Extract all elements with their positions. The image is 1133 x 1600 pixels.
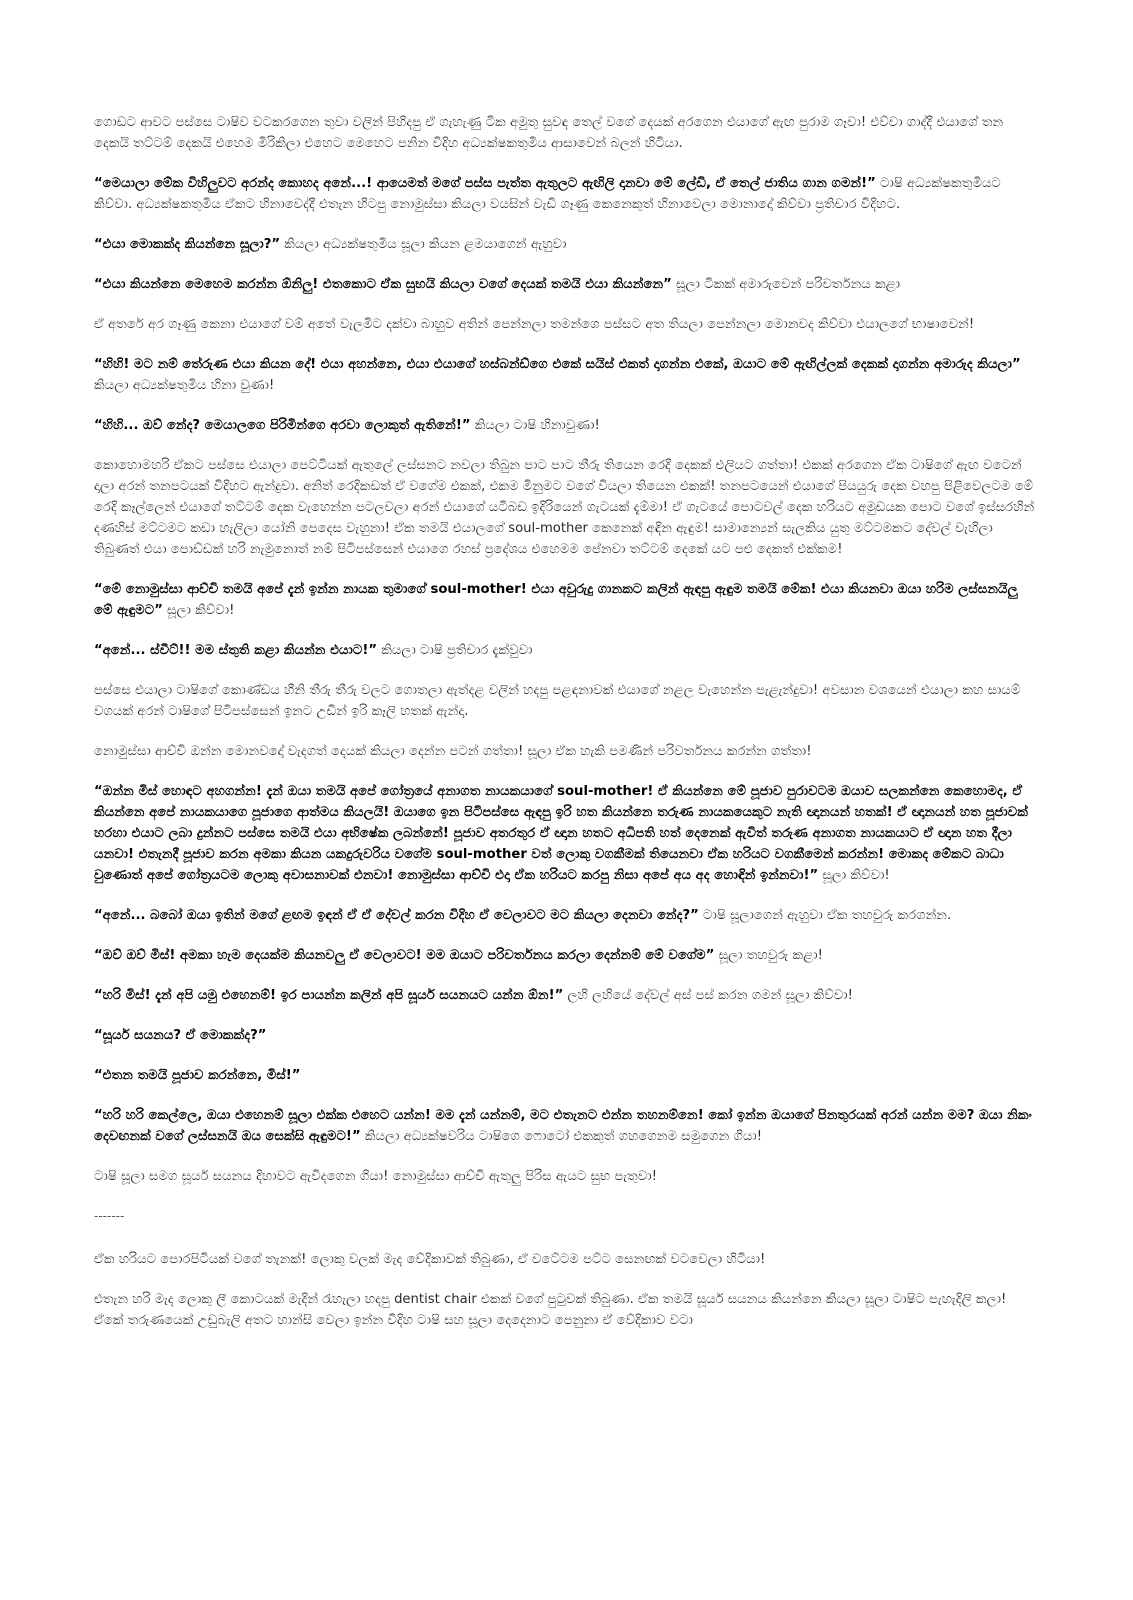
paragraph bbox=[94, 1289, 1039, 1331]
paragraph bbox=[94, 1065, 1039, 1086]
dialogue-text: “ඔන්න මිස් හොඳට අහගන්න! දැන් ඔයා තමයි අපේ ගෝත්‍රයේ අනාගත නායකයාගේ soul-mother! ඒ කියන්නෙ මේ පූජාව පුරාවටම ඔයාව සලකන්නෙ කෙහොමද, ඒ කියන්නෙ අපේ නායකයාගෙ පූජාගෙ ආත්මය කියලයි! ඔයාගෙ ඉන පිටිපස්සෙ ඇඳපු ඉරි හත කියන්නෙ තරුණ නායකයෙකුට නැති ඥානයන් හතක්! ඒ ඥානයන් හත පූජාවක් හරහා එයාට ලබා දුන්නට පස්සෙ තමයි එයා අභිෂේක ලබන්නේ! පූජාව අතරතුර ඒ ඥාන හතට අධිපති හත් දෙනෙක් ඇවිත් තරුණ අනාගත නායකයාට ඒ ඥාන හත දීලා යනවා! එතැනදී පූජාව කරන අමකා කියන යකදුරුවරිය වගේම soul-mother වත් ලොකු වගකීමක් තියෙනවා ඒක හරියට වගකීමෙන් කරන්න! මොකද මේකට බාධා වුණොත් අපේ ගෝත්‍රයටම ලොකු අවාසනාවක් එනවා! නොමුස්සා ආච්චි එදා ඒක හරියට කරපු නිසා අපේ අය අද හොඳින් ඉන්නවා!” bbox=[94, 784, 1028, 883]
paragraph bbox=[94, 112, 1039, 154]
dialogue-text: “එයා මොකක්ද කියන්නෙ සූලා?” bbox=[94, 237, 281, 252]
narration-text: සූලා තහවුරු කළා! bbox=[714, 948, 823, 963]
dialogue-text: “සූර්ය සයනය? ඒ මොකක්ද?” bbox=[94, 1028, 267, 1043]
narration-text: සූලා කිව්වා! bbox=[818, 868, 890, 883]
dialogue-text: “හරි හරි කෙල්ලෙ, ඔයා එහෙනම් සූලා එක්ක එහෙට යන්න! මම දැන් යන්නම්, මට එතැනට එන්න තහනම්නෙ! කෝ ඉන්න ඔයාගේ පිනතුරයක් අරන් යන්න මම? ඔයා නිකං දෙවඟනක් වගේ ලස්සනයි ඔය සෙක්සි ඇඳුමට!” bbox=[94, 1108, 1032, 1144]
narration-text: කොහොමහරි ඒකට පස්සෙ එයාලා පෙට්ටියක් ඇතුලේ ලස්සනට නවලා තිබුන පාට පාට තීරු තියෙන රෙදි දෙකක් එලියට ගත්තා! එකක් අරගෙන ඒක ටාෂිගේ ඇඟ වටෙන් දාලා අරන් තනපටයක් විදිහට ඇන්දුවා. අනිත් රෙදිකඩත් ඒ වගේම එකක්, එකම මිනුමට වගේ වියලා තියෙන එකක්! තනපටයෙන් එයාගේ පියයුරු දෙක වහපු පිළිවෙලටම මේ රෙදි කෑල්ලෙන් එයාගේ තට්ටම් දෙක වැහෙන්න පටලවලා අරන් එයාගේ යටිබඩ ඉදිරියෙන් ගැටයක් දැම්මා! ඒ ගැටයේ පොටවල් දෙක හරියට අමුඩයක පොට වගේ ඉස්සරහින් දණහිස් මට්ටමට කඩා හැලිලා යෝනි පෙදෙස වැහුනා! ඒක තමයි එයාලගේ soul-mother කෙනෙක් අඳින ඇඳුම! සාමාන්‍යෙන් සැලකිය යුතු මට්ටමකට දේවල් වැහිලා තිබුණත් එයා පොඩ්ඩක් හරි නැමුනොත් නම් පිටිපස්සෙන් එයාගෙ රහස් ප්‍රදේශය එහෙමම පේනවා තට්ටම් දෙකේ යට පළු දෙකත් එක්කම! bbox=[94, 458, 1035, 557]
paragraph bbox=[94, 741, 1039, 762]
dialogue-text: “එතන තමයි පූජාව කරන්නෙ, මිස්!” bbox=[94, 1068, 301, 1083]
paragraph bbox=[94, 680, 1039, 722]
paragraph bbox=[94, 314, 1039, 335]
narration-text: ටාෂි සූලා සමග සූර්ය සයනය දිහාවට ඇවිදගෙන ගියා! නොමුස්සා ආච්චි ඇතුලු පිරිස ඇයට සුභ පැතුවා! bbox=[94, 1169, 657, 1184]
narration-text: ලහි ලහියේ දේවල් අස් පස් කරන ගමන් සූලා කිව්වා! bbox=[563, 988, 853, 1003]
document-page bbox=[94, 112, 1039, 1350]
paragraph bbox=[94, 1166, 1039, 1187]
narration-text: කියලා අධ්‍යක්ෂතුමිය සූලා කියන ළමයාගෙන් ඇහුවා bbox=[280, 237, 567, 252]
paragraph bbox=[94, 640, 1039, 661]
paragraph bbox=[94, 455, 1039, 560]
paragraph bbox=[94, 579, 1039, 621]
paragraph bbox=[94, 354, 1039, 396]
narration-text: ටාෂි සූලාගෙන් ඇහුවා ඒක තහවුරු කරගන්න. bbox=[698, 908, 952, 923]
narration-text: කියලා ටාෂි හිනාවුණා! bbox=[470, 418, 600, 433]
narration-text: කියලා අධ්‍යක්ෂතුමිය හිනා වුණා! bbox=[94, 378, 275, 393]
dialogue-text: “හිහි! මට නම් තේරුණ එයා කියන දේ! එයා අහන්නෙ, එයා එයාගේ හස්බන්ඩ්ගෙ එකේ සයිස් එකත් දාගන්න එකේ, ඔයාට මේ ඇඟිල්ලක් දෙකක් දාගන්න අමාරුද කියලා” bbox=[94, 357, 1021, 372]
paragraph bbox=[94, 1105, 1039, 1147]
narration-text: කියලා අධ්‍යක්ෂවරිය ටාෂිගෙ ෆොටෝ එකකුත් ගහගෙනම සමුගෙන ගියා! bbox=[360, 1129, 763, 1144]
paragraph bbox=[94, 985, 1039, 1006]
narration-text: සූලා ටිකක් අමාරුවෙන් පරිවර්තනය කළා bbox=[671, 277, 901, 292]
paragraph bbox=[94, 415, 1039, 436]
narration-text: සූලා කිව්වා! bbox=[162, 603, 235, 618]
dialogue-text: “මෙයාලා මේක විහිලුවට අරන්ද කොහද අනේ...! ආයෙමත් මගේ පස්ස පැත්ත ඇතුලට ඇඟිලි දානවා මේ ලේඩි, ඒ තෙල් ජාතිය ගාන ගමන්!” bbox=[94, 176, 876, 191]
paragraph bbox=[94, 173, 1039, 215]
paragraph bbox=[94, 274, 1039, 295]
paragraph bbox=[94, 234, 1039, 255]
dialogue-text: “අනේ... බබෝ ඔයා ඉතින් මගේ ළඟම ඉඳන් ඒ ඒ දේවල් කරන විදිහ ඒ වෙලාවට මට කියලා දෙනවා නේද?” bbox=[94, 908, 699, 923]
paragraph bbox=[94, 1025, 1039, 1046]
narration-text: එතැන හරි මැද ලොකු ලී කොටයක් මැදින් රැහැලා හදපු dentist chair එකක් වගේ පුටුවක් තිබුණා. ඒක තමයි සූර්ය සයනය කියන්නෙ කියලා සූලා ටාෂිට පැහැදිලි කලා! ඒකේ තරුණයෙක් උඩුබැලි අතට හාන්සි වෙලා ඉන්න විදිහ ටාෂි සහ සූලා දෙදෙනාට පෙනුනා ඒ වේදිකාව වටා bbox=[94, 1292, 1007, 1328]
dialogue-text: “හරි මිස්! දැන් අපි යමු එහෙනම්! ඉර පායන්න කලින් අපි සූර්ය සයනයට යන්න ඕන!” bbox=[94, 988, 564, 1003]
narration-text: ගොඩට ආවට පස්සෙ ටාෂිව වටකරගෙන තුවා වලින් පිහිදපු ඒ ගැහැණු ටික අමුතු සුවඳ තෙල් වගේ දෙයක් අරගෙන එයාගේ ඇඟ පුරාම ගෑවා! එව්වා ගාද්දී එයාගේ තන දෙකයි තට්ටම් දෙකයි එහෙම මිරිකිලා එහෙට මෙහෙට පනින විදිහ අධ්‍යක්ෂකතුමිය ආසාවෙන් බලන් හිටියා. bbox=[94, 115, 1004, 151]
dialogue-text: “එයා කියන්නෙ මෙහෙම කරන්න ඕනිලු! එතකොට ඒක සුභයි කියලා වගේ දෙයක් තමයි එයා කියන්නෙ” bbox=[94, 277, 672, 292]
narration-text: කියලා ටාෂි ප්‍රතිචාර දැක්වුවා bbox=[377, 643, 533, 658]
paragraph bbox=[94, 1249, 1039, 1270]
paragraph bbox=[94, 905, 1039, 926]
narration-text: ඒක හරියට පොරපිටියක් වගේ තැනක්! ලොකු වලක් මැද වේදිකාවක් තිබුණා, ඒ වටේටම පට්ට සෙනඟක් වටවෙලා හිටියා! bbox=[94, 1252, 766, 1267]
narration-text: ඒ අතරේ අර ගෑණු කෙනා එයාගේ වම් අතේ වැලමිට දක්වා බාහුව අතින් පෙන්නලා තමන්ගෙ පස්සට අත තියලා පෙන්නලා මොනවද කිව්වා එයාලගේ භාෂාවෙන්! bbox=[94, 317, 975, 332]
dialogue-text: “ඔව් ඔව් මිස්! අමකා හැම දෙයක්ම කියනවලු ඒ වෙලාවට! මම ඔයාට පරිවර්තනය කරලා දෙන්නම් මේ වගේම” bbox=[94, 948, 715, 963]
section-separator: ------- bbox=[94, 1209, 125, 1223]
dialogue-text: “හිහි... ඔව් නේද? මෙයාලගෙ පිරිමින්ගෙ අරවා ලොකුත් ඇතිනේ!” bbox=[94, 418, 471, 433]
narration-text: නොමුස්සා ආච්චි ඔන්න මොනවදෝ වැදගත් දෙයක් කියලා දෙන්න පටන් ගත්තා! සූලා ඒක හැකි පමණින් පරිවර්තනය කරන්න ගත්තා! bbox=[94, 744, 812, 759]
narration-text: පස්සෙ එයාලා ටාෂිගේ කොණ්ඩය හීනි තීරු තීරු වලට ගොතලා ඇත්දළ වලින් හදපු පළඳනාවක් එයාගේ නළල වැහෙන්න පැළැන්දුවා! අවසාන වශයෙන් එයාලා කහ සායම් වගයක් අරන් ටාෂිගේ පිටිපස්සෙන් ඉනට උඩින් ඉරි කෑලි හතක් ඇන්දා. bbox=[94, 683, 1021, 719]
narration-text: ටාෂි අධ්‍යක්ෂකතුමියට කිව්වා. අධ්‍යක්ෂකතුමිය ඒකට හිනාවෙද්දී එතැන හිටපු නොමුස්සා කියලා වයසින් වැඩි ගෑණු කෙනෙකුත් හිනාවෙලා මොනාදෝ කිව්වා ප්‍රතිචාර විදිහට. bbox=[94, 176, 1001, 212]
dialogue-text: “අනේ... ස්වීට්!! මම ස්තුති කළා කියන්න එයාට!” bbox=[94, 643, 378, 658]
dialogue-text: “මේ නොමුස්සා ආච්චි තමයි අපේ දැන් ඉන්න නායක තුමාගේ soul-mother! එයා අවුරුදු ගානකට කලින් ඇඳපු ඇඳුම තමයි මේක! එයා කියනවා ඔයා හරිම ලස්සනයිලු මේ ඇඳුමට” bbox=[94, 582, 1018, 618]
paragraph bbox=[94, 781, 1039, 886]
paragraph bbox=[94, 945, 1039, 966]
